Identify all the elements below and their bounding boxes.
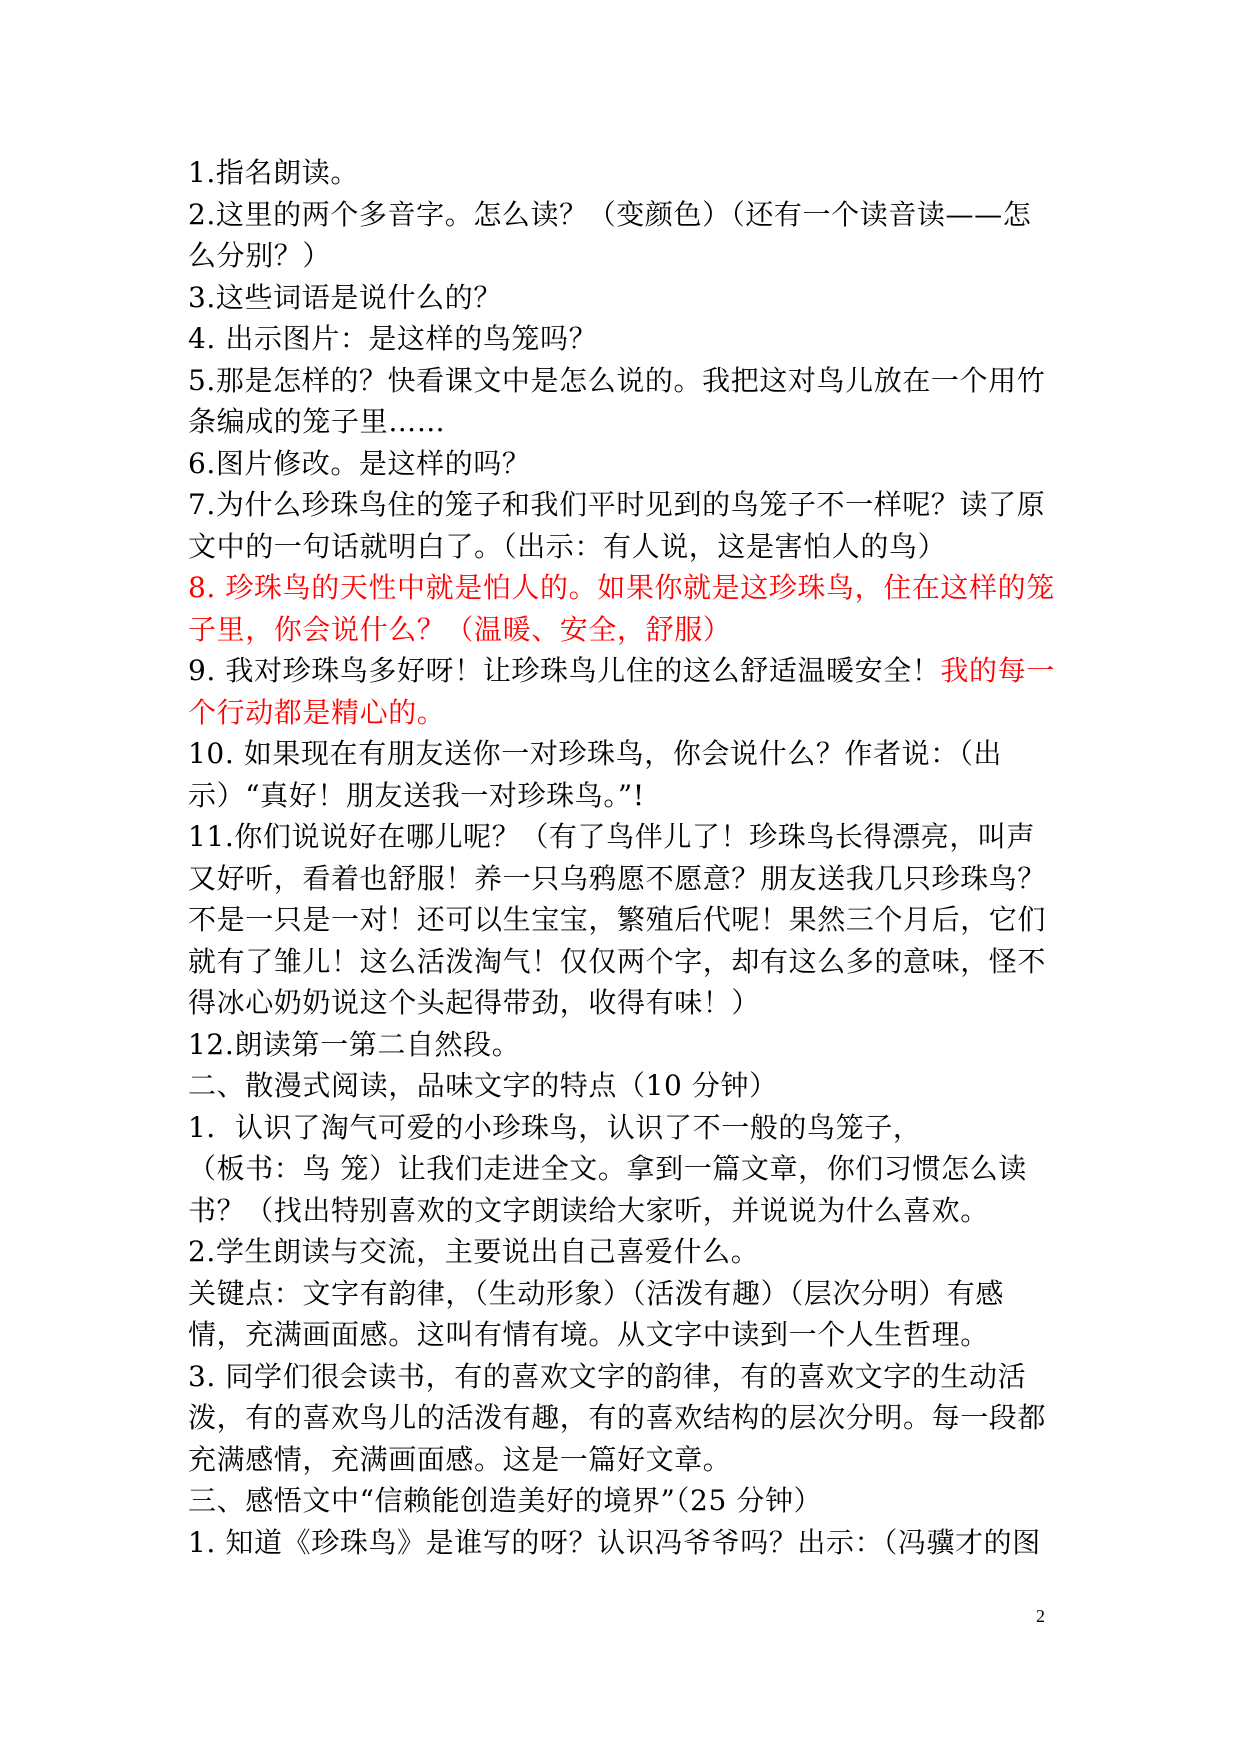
paragraph-3: 3.这些词语是说什么的？ xyxy=(188,280,502,314)
document-body xyxy=(188,152,1058,1563)
paragraph-9-text: 9. 我对珍珠鸟多好呀！让珍珠鸟儿住的这么舒适温暖安全！ xyxy=(188,654,941,687)
key-points: 关键点：文字有韵律，（生动形象）（活泼有趣）（层次分明）有感情，充满画面感。这叫有情有境。从文字中读到一个人生哲理。 xyxy=(188,1276,1005,1351)
paragraph-12: 12.朗读第一第二自然段。 xyxy=(188,1027,521,1061)
paragraph-2: 2.这里的两个多音字。怎么读？（变颜色）（还有一个读音读——怎么分别？） xyxy=(188,197,1032,272)
paragraph-11: 11.你们说说好在哪儿呢？（有了鸟伴儿了！珍珠鸟长得漂亮，叫声又好听，看着也舒服！养一只乌鸦愿不愿意？朋友送我几只珍珠鸟？不是一只是一对！还可以生宝宝，繁殖后代呢！果然三个月后，它们就有了雏儿！这么活泼淘气！仅仅两个字，却有这么多的意味，怪不得冰心奶奶说这个头起得带劲，收得有味！） xyxy=(188,820,1047,1019)
paragraph-8-highlighted: 8. 珍珠鸟的天性中就是怕人的。如果你就是这珍珠鸟，住在这样的笼子里，你会说什么？（温暖、安全，舒服） xyxy=(188,571,1055,646)
paragraph-1: 1.指名朗读。 xyxy=(188,156,359,189)
section2-item-2: 2.学生朗读与交流，主要说出自己喜爱什么。 xyxy=(188,1235,760,1268)
paragraph-10: 10. 如果现在有朋友送你一对珍珠鸟，你会说什么？作者说：（出示）“真好！朋友送我一对珍珠鸟。”! xyxy=(188,737,1003,812)
section-heading-3: 三、感悟文中“信赖能创造美好的境界”（25 分钟） xyxy=(188,1484,823,1517)
section2-item-1b: （板书：鸟 笼）让我们走进全文。拿到一篇文章，你们习惯怎么读书？（找出特别喜欢的文字朗读给大家听，并说说为什么喜欢。 xyxy=(188,1152,1027,1227)
section2-item-1a: 1．认识了淘气可爱的小珍珠鸟，认识了不一般的鸟笼子， xyxy=(188,1110,922,1144)
section-heading-2: 二、散漫式阅读，品味文字的特点（10 分钟） xyxy=(188,1069,778,1102)
section3-item-1: 1. 知道《珍珠鸟》是谁写的呀？认识冯爷爷吗？出示：（冯骥才的图 xyxy=(188,1525,1041,1559)
section2-item-3: 3. 同学们很会读书，有的喜欢文字的韵律，有的喜欢文字的生动活泼，有的喜欢鸟儿的活泼有趣，有的喜欢结构的层次分明。每一段都充满感情，充满画面感。这是一篇好文章。 xyxy=(188,1359,1047,1476)
paragraph-7: 7.为什么珍珠鸟住的笼子和我们平时见到的鸟笼子不一样呢？读了原文中的一句话就明白了。（出示：有人说，这是害怕人的鸟） xyxy=(188,488,1046,563)
paragraph-9 xyxy=(188,650,1058,733)
paragraph-9-highlight: 我的每一个行动都是精心的。 xyxy=(188,654,1055,729)
page-number: 2 xyxy=(1036,1606,1045,1626)
paragraph-4: 4. 出示图片：是这样的鸟笼吗？ xyxy=(188,322,598,355)
paragraph-5: 5.那是怎样的？快看课文中是怎么说的。我把这对鸟儿放在一个用竹条编成的笼子里…… xyxy=(188,363,1046,438)
paragraph-6: 6.图片修改。是这样的吗？ xyxy=(188,446,531,480)
